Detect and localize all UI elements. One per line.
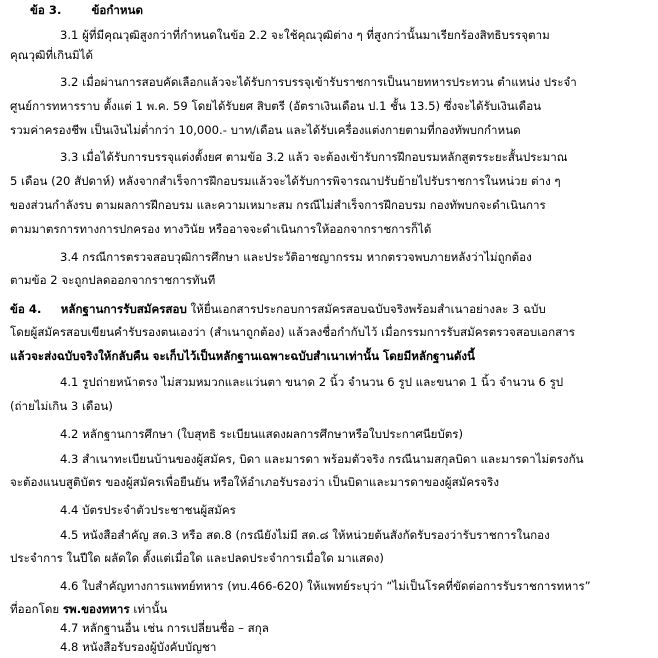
clause-3-3-line-4: ตามมาตรการทางการปกครอง ทางวินัย หรืออาจจะดำเนินการให้ออกจากราชการก็ได้ bbox=[10, 222, 432, 236]
clause-4-4: 4.4 บัตรประจำตัวประชาชนผู้สมัคร bbox=[60, 503, 236, 517]
clause-3-3-line-2: 5 เดือน (20 สัปดาห์) หลังจากสำเร็จการฝึกอบรมแล้วจะได้รับการพิจารณาปรับย้ายไปรับราชการในหน่วย ต่าง ๆ bbox=[10, 174, 561, 188]
clause-4-6-line-1: 4.6 ใบสำคัญทางการแพทย์ทหาร (ทบ.466-620) ให้แพทย์ระบุว่า “ไม่เป็นโรคที่ขัดต่อการรับราชการทหาร” bbox=[60, 579, 591, 593]
clause-4-1-line-2: (ถ่ายไม่เกิน 3 เดือน) bbox=[10, 399, 113, 413]
clause-3-3-line-1: 3.3 เมื่อได้รับการบรรจุแต่งตั้งยศ ตามข้อ 3.2 แล้ว จะต้องเข้ารับการฝึกอบรมหลักสูตรระยะสั้นประมาณ bbox=[60, 150, 568, 164]
section-3-number: ข้อ 3. bbox=[30, 3, 62, 17]
clause-4-2: 4.2 หลักฐานการศึกษา (ใบสุทธิ ระเบียนแสดงผลการศึกษาหรือใบประกาศนียบัตร) bbox=[60, 427, 464, 441]
section-4-intro-line-1: ให้ยื่นเอกสารประกอบการสมัครสอบฉบับจริงพร้อมสำเนาอย่างละ 3 ฉบับ bbox=[190, 302, 546, 316]
section-4-intro-line-3: แล้วจะส่งฉบับจริงให้กลับคืน จะเก็บไว้เป็นหลักฐานเฉพาะฉบับสำเนาเท่านั้น โดยมีหลักฐานดังนี้ bbox=[10, 349, 475, 363]
clause-4-7: 4.7 หลักฐานอื่น เช่น การเปลี่ยนชื่อ – สกุล bbox=[60, 621, 269, 635]
clause-3-1-line-2: คุณวุฒิที่เกินมิได้ bbox=[10, 48, 94, 62]
clause-3-4-line-2: ตามข้อ 2 จะถูกปลดออกจากราชการทันที bbox=[10, 273, 216, 287]
clause-4-6-military-hospital: รพ.ของทหาร bbox=[62, 602, 130, 616]
section-4-number: ข้อ 4. bbox=[10, 302, 42, 316]
clause-3-2-line-1: 3.2 เมื่อผ่านการสอบคัดเลือกแล้วจะได้รับการบรรจุเข้ารับราชการเป็นนายทหารประทวน ตำแหน่ง ประจำ bbox=[60, 75, 577, 89]
clause-3-2-line-2: ศูนย์การทหารราบ ตั้งแต่ 1 พ.ค. 59 โดยได้รับยศ สิบตรี (อัตราเงินเดือน ป.1 ชั้น 13.5) ซึ่งจะได้รับเงินเดือน bbox=[10, 99, 542, 113]
section-4-heading bbox=[10, 299, 546, 319]
clause-3-2-line-3: รวมค่าครองชีพ เป็นเงินไม่ต่ำกว่า 10,000.- บาท/เดือน และได้รับเครื่องแต่งกายตามที่กองทัพบกกำหนด bbox=[10, 123, 521, 137]
clause-3-4-line-1: 3.4 กรณีการตรวจสอบวุฒิการศึกษา และประวัติอาชญากรรม หากตรวจพบภายหลังว่าไม่ถูกต้อง bbox=[60, 250, 532, 264]
section-4-title: หลักฐานการรับสมัครสอบ bbox=[60, 302, 187, 316]
clause-4-6-line-2 bbox=[10, 599, 167, 619]
clause-4-5-line-2: ประจำการ ในปีใด ผลัดใด ตั้งแต่เมื่อใด และปลดประจำการเมื่อใด มาแสดง) bbox=[10, 551, 384, 565]
section-4-intro-line-2: โดยผู้สมัครสอบเขียนคำรับรองตนเองว่า (สำเนาถูกต้อง) แล้วลงชื่อกำกับไว้ เมื่อกรรมการรับสมัครตรวจสอบเอกสาร bbox=[10, 325, 575, 339]
clause-4-3-line-2: จะต้องแนบสูติบัตร ของผู้สมัครเพื่อยืนยัน หรือให้อำเภอรับรองว่า เป็นบิดาและมารดาของผู้สมัครจริง bbox=[10, 475, 499, 489]
clause-3-3-line-3: ของส่วนกำลังรบ ตามผลการฝึกอบรม และความเหมาะสม กรณีไม่สำเร็จการฝึกอบรม กองทัพบกจะดำเนินการ bbox=[10, 198, 546, 212]
clause-4-1-line-1: 4.1 รูปถ่ายหน้าตรง ไม่สวมหมวกและแว่นตา ขนาด 2 นิ้ว จำนวน 6 รูป และขนาด 1 นิ้ว จำนวน 6 รูป bbox=[60, 375, 564, 389]
clause-4-8: 4.8 หนังสือรับรองผู้บังคับบัญชา bbox=[60, 640, 217, 654]
clause-3-1-line-1: 3.1 ผู้ที่มีคุณวุฒิสูงกว่าที่กำหนดในข้อ 2.2 จะใช้คุณวุฒิต่าง ๆ ที่สูงกว่านั้นมาเรียกร้องสิทธิบรรจุตาม bbox=[60, 28, 550, 42]
clause-4-6-only: เท่านั้น bbox=[133, 602, 168, 616]
clause-4-3-line-1: 4.3 สำเนาทะเบียนบ้านของผู้สมัคร, บิดา และมารดา พร้อมตัวจริง กรณีนามสกุลบิดา และมารดาไม่ตรงกัน bbox=[60, 452, 584, 466]
section-3-heading bbox=[30, 0, 143, 20]
clause-4-6-issued-by-label: ที่ออกโดย bbox=[10, 602, 60, 616]
clause-4-5-line-1: 4.5 หนังสือสำคัญ สด.3 หรือ สด.8 (กรณียังไม่มี สด.๘ ให้หน่วยต้นสังกัดรับรองว่ารับราชการในกอง bbox=[60, 528, 550, 542]
section-3-title: ข้อกำหนด bbox=[91, 3, 144, 17]
